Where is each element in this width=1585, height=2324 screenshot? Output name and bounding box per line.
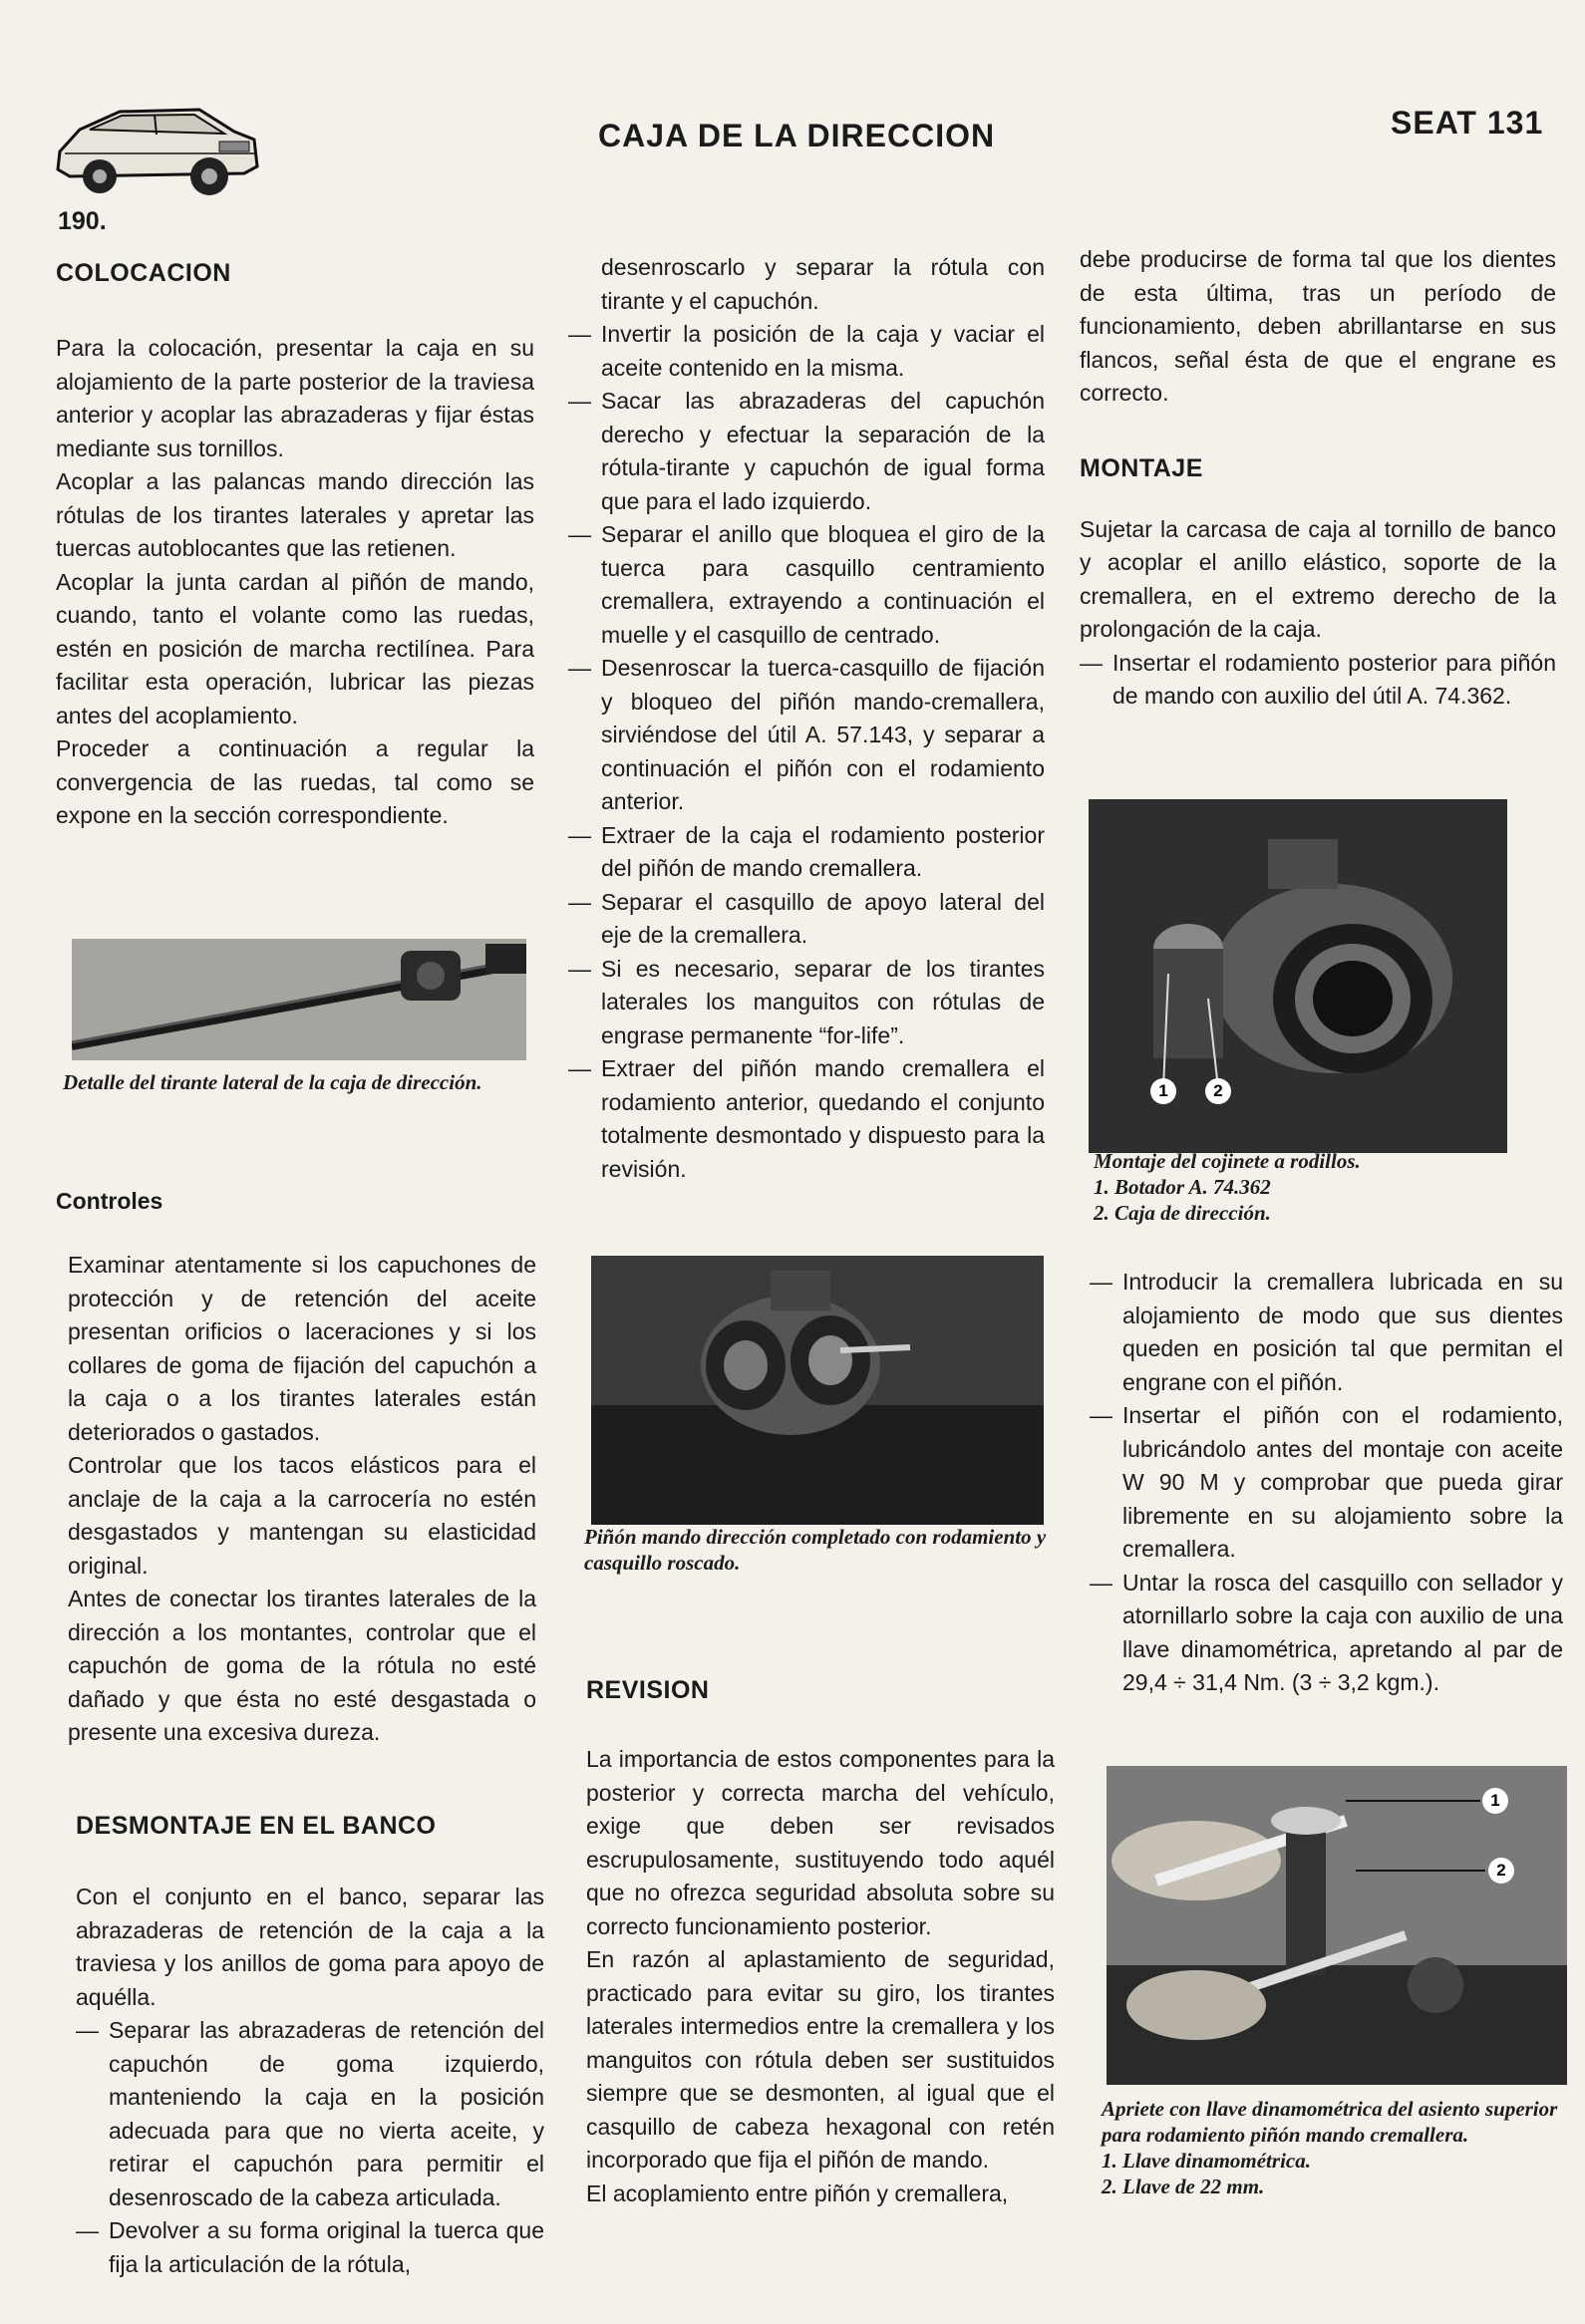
list-item: — Desenroscar la tuerca-casquillo de fijación y bloqueo del piñón mando-cremallera, sirviéndose del útil A. 57.143, y separar a continuación el piñón con el rodamiento anterior. xyxy=(568,652,1045,819)
photo-caption: Detalle del tirante lateral de la caja de dirección. xyxy=(63,1070,482,1094)
paragraph: debe producirse de forma tal que los dientes de esta última, tras un período de funcionamiento, deben abrillantarse en sus flancos, señal ésta de que el engrane es correcto. xyxy=(1080,246,1556,406)
list-item: — Separar el anillo que bloquea el giro de la tuerca para casquillo centramiento cremallera, extrayendo a continuación el muelle y el casquillo de centrado. xyxy=(568,518,1045,652)
montaje-list-a xyxy=(1080,647,1556,714)
paragraph: desenroscarlo y separar la rótula con tirante y el capuchón. xyxy=(601,254,1045,314)
list-item: — Sacar las abrazaderas del capuchón derecho y efectuar la separación de la rótula-tirante y capuchón de igual forma que para el lado izquierdo. xyxy=(568,385,1045,518)
list-item: — Insertar el piñón con el rodamiento, lubricándolo antes del montaje con aceite W 90 M y comprobar que pueda girar libremente en su alojamiento sobre la cremallera. xyxy=(1090,1399,1563,1567)
column-3-middle xyxy=(1090,1266,1563,1700)
photo-torque-wrench xyxy=(1107,1766,1567,2085)
column-2-top xyxy=(568,251,1045,1186)
paragraph: Proceder a continuación a regular la convergencia de las ruedas, tal como se expone en la sección correspondiente. xyxy=(56,735,534,828)
brand-page-number: SEAT 131 xyxy=(1391,105,1544,141)
list-item: — Invertir la posición de la caja y vaciar el aceite contenido en la misma. xyxy=(568,318,1045,385)
montaje-list-b xyxy=(1090,1266,1563,1700)
column-2-bottom xyxy=(586,1676,1055,2210)
heading-desmontaje: DESMONTAJE EN EL BANCO xyxy=(76,1812,437,1840)
paragraph: Sujetar la carcasa de caja al tornillo de banco y acoplar el anillo elástico, soporte de la cremallera, en el extremo derecho de la prolongación de la caja. xyxy=(1080,515,1556,642)
list-item: — Devolver a su forma original la tuerca que fija la articulación de la rótula, xyxy=(76,2214,544,2281)
callout-2: 2 xyxy=(1488,1858,1514,1884)
callout-1: 1 xyxy=(1150,1078,1176,1104)
paragraph: Acoplar la junta cardan al piñón de mando, cuando, tanto el volante como las ruedas, estén en posición de marcha rectilínea. Para facilitar esta operación, lubricar las piezas antes del acoplamiento. xyxy=(56,568,534,728)
column-1-top xyxy=(56,259,534,833)
list-item: — Extraer del piñón mando cremallera el rodamiento anterior, quedando el conjunto totalmente desmontado y dispuesto para la revisión. xyxy=(568,1052,1045,1186)
photo-caption: Piñón mando dirección completado con rodamiento y casquillo roscado. xyxy=(584,1525,1047,1575)
desmontaje-list xyxy=(76,2014,544,2281)
column-1-bottom xyxy=(76,1812,544,2281)
column-1-middle xyxy=(68,1249,536,1750)
heading-controles: Controles xyxy=(56,1188,163,1214)
heading-revision: REVISION xyxy=(586,1676,710,1704)
paragraph: Para la colocación, presentar la caja en su alojamiento de la parte posterior de la traviesa anterior y acoplar las abrazaderas y fijar éstas mediante sus tornillos. xyxy=(56,335,534,461)
caption-item: 2. Llave de 22 mm. xyxy=(1102,2175,1265,2198)
paragraph: Controlar que los tacos elásticos para el anclaje de la caja a la carrocería no estén desgastados y mantengan su elasticidad original. xyxy=(68,1452,536,1579)
photo-caption-block xyxy=(1094,1148,1552,1226)
caption-item: 2. Caja de dirección. xyxy=(1094,1201,1271,1225)
list-item: — Separar las abrazaderas de retención del capuchón de goma izquierdo, manteniendo la caja en la posición adecuada para que no vierta aceite, y retirar el capuchón para permitir el desenroscado de la cabeza articulada. xyxy=(76,2014,544,2214)
desmontaje-list-cont xyxy=(568,318,1045,1186)
caption-item: 1. Botador A. 74.362 xyxy=(1094,1175,1271,1199)
paragraph: Con el conjunto en el banco, separar las abrazaderas de retención de la caja a la traviesa y los anillos de goma para apoyo de aquélla. xyxy=(76,1884,544,2010)
heading-montaje: MONTAJE xyxy=(1080,453,1203,482)
column-3-top xyxy=(1080,243,1556,714)
list-item: — Insertar el rodamiento posterior para piñón de mando con auxilio del útil A. 74.362. xyxy=(1080,647,1556,714)
paragraph: Antes de conectar los tirantes laterales de la dirección a los montantes, controlar que el capuchón de goma de la rótula no esté dañado y que ésta no esté desgastada o presente una excesiva dureza. xyxy=(68,1586,536,1745)
list-item: — Si es necesario, separar de los tirantes laterales los manguitos con rótulas de engrase permanente “for-life”. xyxy=(568,953,1045,1053)
callout-2: 2 xyxy=(1205,1078,1231,1104)
paragraph: Examinar atentamente si los capuchones de protección y de retención del aceite presentan orificios o laceraciones y si los collares de goma de fijación del capuchón a la caja o a los tirantes laterales están deteriorados o gastados. xyxy=(68,1252,536,1445)
page-title: CAJA DE LA DIRECCION xyxy=(598,118,996,153)
list-item: — Introducir la cremallera lubricada en su alojamiento de modo que sus dientes queden en posición tal que permitan el engrane con el piñón. xyxy=(1090,1266,1563,1399)
photo-steering-tie-rod xyxy=(72,939,526,1060)
paragraph: El acoplamiento entre piñón y cremallera, xyxy=(586,2179,1009,2206)
heading-colocacion: COLOCACION xyxy=(56,259,231,287)
paragraph: Acoplar a las palancas mando dirección las rótulas de los tirantes laterales y apretar las tuercas autoblocantes que las retienen. xyxy=(56,468,534,561)
list-item: — Separar el casquillo de apoyo lateral del eje de la cremallera. xyxy=(568,886,1045,953)
list-item: — Extraer de la caja el rodamiento posterior del piñón de mando cremallera. xyxy=(568,819,1045,886)
photo-bearing-assembly xyxy=(1089,799,1507,1153)
photo-pinion xyxy=(591,1256,1044,1525)
column-1-controles xyxy=(56,1188,534,1215)
photo-caption-block xyxy=(1102,2096,1570,2199)
car-logo xyxy=(50,82,264,206)
caption-item: 1. Llave dinamométrica. xyxy=(1102,2149,1311,2173)
callout-1: 1 xyxy=(1482,1788,1508,1814)
caption-title: Montaje del cojinete a rodillos. xyxy=(1094,1149,1361,1173)
list-item: — Untar la rosca del casquillo con sellador y atornillarlo sobre la caja con auxilio de una llave dinamométrica, apretando al par de 29,4 ÷ 31,4 Nm. (3 ÷ 3,2 kgm.). xyxy=(1090,1567,1563,1700)
paragraph: La importancia de estos componentes para la posterior y correcta marcha del vehículo, exige que deben ser revisados escrupulosamente, sustituyendo todo aquél que no ofrezca seguridad absoluta sobre su correcto funcionamiento posterior. xyxy=(586,1746,1055,1939)
caption-title: Apriete con llave dinamométrica del asiento superior para rodamiento piñón mando cremallera. xyxy=(1102,2097,1558,2147)
paragraph: En razón al aplastamiento de seguridad, practicado para evitar su giro, los tirantes laterales intermedios entre la cremallera y los manguitos con rótula deben ser sustituidos siempre que se desmonten, al igual que el casquillo de cabeza hexagonal con retén incorporado que fija el piñón de mando. xyxy=(586,1946,1055,2173)
page-number: 190. xyxy=(58,207,107,235)
